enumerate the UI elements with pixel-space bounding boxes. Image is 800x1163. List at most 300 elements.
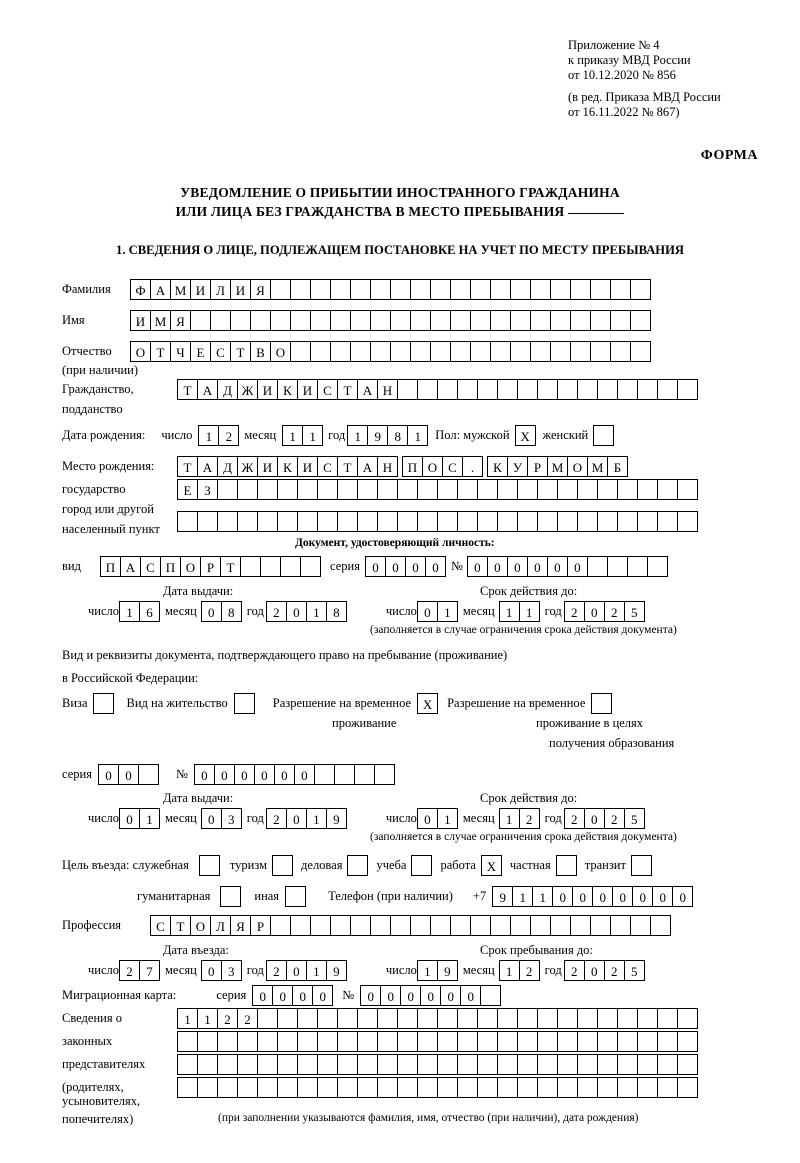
char-cell[interactable]: 9 <box>326 960 347 981</box>
char-cell[interactable] <box>570 341 591 362</box>
char-cell[interactable]: И <box>130 310 151 331</box>
char-cell[interactable] <box>357 1077 378 1098</box>
sex-male-checkbox[interactable]: X <box>515 425 536 446</box>
char-cell[interactable]: 0 <box>592 886 613 907</box>
char-cell[interactable] <box>297 1054 318 1075</box>
char-cell[interactable] <box>257 1031 278 1052</box>
char-cell[interactable]: 0 <box>507 556 528 577</box>
char-cell[interactable] <box>537 1008 558 1029</box>
char-cell[interactable] <box>590 341 611 362</box>
char-cell[interactable] <box>610 279 631 300</box>
char-cell[interactable] <box>417 1008 438 1029</box>
char-cell[interactable] <box>430 915 451 936</box>
char-cell[interactable] <box>577 379 598 400</box>
char-cell[interactable] <box>590 310 611 331</box>
char-cell[interactable]: 0 <box>214 764 235 785</box>
char-cell[interactable] <box>490 279 511 300</box>
char-cell[interactable] <box>677 511 698 532</box>
char-cell[interactable] <box>637 479 658 500</box>
char-cell[interactable] <box>490 915 511 936</box>
char-cell[interactable]: Ж <box>237 456 258 477</box>
char-cell[interactable] <box>577 1054 598 1075</box>
purpose-private-checkbox[interactable] <box>556 855 577 876</box>
char-cell[interactable] <box>337 1031 358 1052</box>
char-cell[interactable] <box>517 1008 538 1029</box>
char-cell[interactable] <box>597 1008 618 1029</box>
phone-input[interactable] <box>492 886 692 907</box>
char-cell[interactable] <box>257 511 278 532</box>
char-cell[interactable] <box>217 479 238 500</box>
char-cell[interactable] <box>437 1054 458 1075</box>
char-cell[interactable] <box>397 1008 418 1029</box>
reps-line-4-input[interactable] <box>177 1077 697 1098</box>
char-cell[interactable]: 1 <box>177 1008 198 1029</box>
birth-month-input[interactable] <box>282 425 322 446</box>
birth-place-line-1-input[interactable] <box>177 456 627 477</box>
char-cell[interactable] <box>630 310 651 331</box>
char-cell[interactable]: Я <box>170 310 191 331</box>
char-cell[interactable] <box>237 479 258 500</box>
char-cell[interactable]: А <box>197 379 218 400</box>
char-cell[interactable]: 0 <box>572 886 593 907</box>
char-cell[interactable] <box>300 556 321 577</box>
reps-line-3-input[interactable] <box>177 1054 697 1075</box>
char-cell[interactable] <box>317 1054 338 1075</box>
char-cell[interactable]: С <box>317 379 338 400</box>
char-cell[interactable]: Д <box>217 456 238 477</box>
char-cell[interactable]: 1 <box>347 425 368 446</box>
char-cell[interactable] <box>310 341 331 362</box>
char-cell[interactable] <box>557 1008 578 1029</box>
char-cell[interactable] <box>177 1077 198 1098</box>
entry-day-input[interactable] <box>119 960 159 981</box>
char-cell[interactable] <box>297 1077 318 1098</box>
char-cell[interactable] <box>577 1077 598 1098</box>
char-cell[interactable] <box>277 479 298 500</box>
char-cell[interactable] <box>334 764 355 785</box>
char-cell[interactable] <box>617 479 638 500</box>
char-cell[interactable] <box>374 764 395 785</box>
char-cell[interactable] <box>417 379 438 400</box>
char-cell[interactable] <box>390 915 411 936</box>
char-cell[interactable]: 1 <box>198 425 219 446</box>
char-cell[interactable] <box>377 1077 398 1098</box>
id-issue-day-input[interactable] <box>119 601 159 622</box>
char-cell[interactable]: 1 <box>437 808 458 829</box>
char-cell[interactable]: 1 <box>437 601 458 622</box>
char-cell[interactable] <box>470 341 491 362</box>
char-cell[interactable]: 0 <box>201 808 222 829</box>
char-cell[interactable] <box>457 1031 478 1052</box>
edu-residence-checkbox[interactable] <box>591 693 612 714</box>
id-issue-month-input[interactable] <box>201 601 241 622</box>
char-cell[interactable] <box>477 1008 498 1029</box>
char-cell[interactable] <box>250 310 271 331</box>
char-cell[interactable]: З <box>197 479 218 500</box>
char-cell[interactable]: 9 <box>367 425 388 446</box>
char-cell[interactable]: 0 <box>652 886 673 907</box>
char-cell[interactable] <box>370 341 391 362</box>
char-cell[interactable] <box>330 279 351 300</box>
char-cell[interactable]: Ф <box>130 279 151 300</box>
char-cell[interactable] <box>497 1077 518 1098</box>
temp-residence-checkbox[interactable]: X <box>417 693 438 714</box>
id-valid-month-input[interactable] <box>499 601 539 622</box>
char-cell[interactable] <box>138 764 159 785</box>
char-cell[interactable]: 1 <box>119 601 140 622</box>
char-cell[interactable] <box>657 1077 678 1098</box>
char-cell[interactable]: 2 <box>266 960 287 981</box>
char-cell[interactable]: 0 <box>417 808 438 829</box>
char-cell[interactable] <box>570 279 591 300</box>
char-cell[interactable] <box>197 511 218 532</box>
char-cell[interactable] <box>570 915 591 936</box>
char-cell[interactable] <box>590 915 611 936</box>
char-cell[interactable] <box>677 1031 698 1052</box>
char-cell[interactable]: Я <box>230 915 251 936</box>
char-cell[interactable] <box>277 1008 298 1029</box>
char-cell[interactable]: 2 <box>217 1008 238 1029</box>
char-cell[interactable] <box>617 1008 638 1029</box>
char-cell[interactable]: Я <box>250 279 271 300</box>
char-cell[interactable] <box>550 310 571 331</box>
char-cell[interactable] <box>637 511 658 532</box>
char-cell[interactable] <box>550 915 571 936</box>
citizenship-input[interactable] <box>177 379 697 400</box>
char-cell[interactable] <box>357 1054 378 1075</box>
char-cell[interactable]: Л <box>210 279 231 300</box>
char-cell[interactable] <box>430 310 451 331</box>
char-cell[interactable]: М <box>150 310 171 331</box>
purpose-tourism-checkbox[interactable] <box>272 855 293 876</box>
char-cell[interactable]: 5 <box>624 808 645 829</box>
char-cell[interactable] <box>417 1054 438 1075</box>
char-cell[interactable] <box>587 556 608 577</box>
stay-year-input[interactable] <box>564 960 644 981</box>
char-cell[interactable] <box>597 1077 618 1098</box>
char-cell[interactable] <box>557 511 578 532</box>
char-cell[interactable]: Т <box>337 379 358 400</box>
char-cell[interactable] <box>270 279 291 300</box>
char-cell[interactable] <box>630 279 651 300</box>
purpose-humanitarian-checkbox[interactable] <box>220 886 241 907</box>
char-cell[interactable] <box>370 310 391 331</box>
char-cell[interactable] <box>537 379 558 400</box>
char-cell[interactable]: 9 <box>326 808 347 829</box>
char-cell[interactable] <box>590 279 611 300</box>
char-cell[interactable]: М <box>547 456 568 477</box>
char-cell[interactable] <box>177 1031 198 1052</box>
char-cell[interactable]: У <box>507 456 528 477</box>
char-cell[interactable]: 0 <box>405 556 426 577</box>
char-cell[interactable] <box>497 511 518 532</box>
char-cell[interactable] <box>510 341 531 362</box>
char-cell[interactable] <box>257 479 278 500</box>
char-cell[interactable]: 0 <box>272 985 293 1006</box>
char-cell[interactable] <box>630 915 651 936</box>
char-cell[interactable]: 9 <box>437 960 458 981</box>
char-cell[interactable] <box>337 479 358 500</box>
char-cell[interactable] <box>240 556 261 577</box>
char-cell[interactable]: Т <box>337 456 358 477</box>
char-cell[interactable] <box>337 1054 358 1075</box>
char-cell[interactable] <box>657 1031 678 1052</box>
char-cell[interactable] <box>457 379 478 400</box>
char-cell[interactable]: 7 <box>139 960 160 981</box>
char-cell[interactable] <box>257 1077 278 1098</box>
char-cell[interactable] <box>637 1077 658 1098</box>
char-cell[interactable]: О <box>422 456 443 477</box>
char-cell[interactable]: А <box>357 456 378 477</box>
permit-valid-day-input[interactable] <box>417 808 457 829</box>
char-cell[interactable] <box>577 511 598 532</box>
char-cell[interactable] <box>470 310 491 331</box>
char-cell[interactable] <box>517 479 538 500</box>
char-cell[interactable] <box>357 479 378 500</box>
char-cell[interactable]: И <box>230 279 251 300</box>
char-cell[interactable] <box>617 1031 638 1052</box>
char-cell[interactable] <box>597 511 618 532</box>
char-cell[interactable] <box>457 479 478 500</box>
char-cell[interactable]: И <box>297 379 318 400</box>
char-cell[interactable] <box>350 310 371 331</box>
char-cell[interactable]: 0 <box>380 985 401 1006</box>
char-cell[interactable] <box>354 764 375 785</box>
char-cell[interactable] <box>397 1031 418 1052</box>
char-cell[interactable] <box>310 310 331 331</box>
char-cell[interactable]: Т <box>220 556 241 577</box>
char-cell[interactable] <box>577 1008 598 1029</box>
char-cell[interactable] <box>657 511 678 532</box>
char-cell[interactable]: 2 <box>519 960 540 981</box>
char-cell[interactable]: Ж <box>237 379 258 400</box>
entry-year-input[interactable] <box>266 960 346 981</box>
char-cell[interactable] <box>610 310 631 331</box>
char-cell[interactable]: 1 <box>306 960 327 981</box>
char-cell[interactable]: К <box>487 456 508 477</box>
char-cell[interactable]: 1 <box>499 960 520 981</box>
char-cell[interactable]: 0 <box>360 985 381 1006</box>
surname-input[interactable] <box>130 279 650 300</box>
char-cell[interactable] <box>450 915 471 936</box>
char-cell[interactable]: 1 <box>139 808 160 829</box>
char-cell[interactable] <box>477 479 498 500</box>
char-cell[interactable] <box>510 915 531 936</box>
char-cell[interactable] <box>530 341 551 362</box>
char-cell[interactable] <box>630 341 651 362</box>
char-cell[interactable]: 8 <box>221 601 242 622</box>
char-cell[interactable]: П <box>402 456 423 477</box>
char-cell[interactable]: Е <box>190 341 211 362</box>
char-cell[interactable]: 0 <box>612 886 633 907</box>
char-cell[interactable] <box>577 1031 598 1052</box>
char-cell[interactable] <box>270 915 291 936</box>
migration-series-input[interactable] <box>252 985 332 1006</box>
char-cell[interactable]: М <box>587 456 608 477</box>
purpose-work-checkbox[interactable]: X <box>481 855 502 876</box>
char-cell[interactable]: И <box>257 379 278 400</box>
char-cell[interactable] <box>647 556 668 577</box>
char-cell[interactable] <box>290 915 311 936</box>
char-cell[interactable] <box>480 985 501 1006</box>
char-cell[interactable] <box>430 279 451 300</box>
char-cell[interactable]: С <box>317 456 338 477</box>
char-cell[interactable] <box>437 1031 458 1052</box>
char-cell[interactable] <box>337 511 358 532</box>
char-cell[interactable]: Т <box>170 915 191 936</box>
char-cell[interactable]: И <box>257 456 278 477</box>
char-cell[interactable]: О <box>180 556 201 577</box>
permit-valid-month-input[interactable] <box>499 808 539 829</box>
char-cell[interactable]: Н <box>377 379 398 400</box>
char-cell[interactable]: К <box>277 379 298 400</box>
char-cell[interactable]: 5 <box>624 960 645 981</box>
char-cell[interactable] <box>397 1054 418 1075</box>
char-cell[interactable] <box>637 1054 658 1075</box>
char-cell[interactable] <box>290 341 311 362</box>
char-cell[interactable] <box>570 310 591 331</box>
char-cell[interactable] <box>277 1077 298 1098</box>
char-cell[interactable] <box>517 1077 538 1098</box>
char-cell[interactable]: 0 <box>194 764 215 785</box>
char-cell[interactable] <box>237 1077 258 1098</box>
char-cell[interactable] <box>557 479 578 500</box>
char-cell[interactable] <box>410 915 431 936</box>
id-valid-day-input[interactable] <box>417 601 457 622</box>
char-cell[interactable]: 1 <box>306 601 327 622</box>
char-cell[interactable] <box>537 1054 558 1075</box>
char-cell[interactable] <box>197 1077 218 1098</box>
char-cell[interactable] <box>397 379 418 400</box>
char-cell[interactable] <box>417 511 438 532</box>
sex-female-checkbox[interactable] <box>593 425 614 446</box>
char-cell[interactable] <box>350 279 371 300</box>
migration-number-input[interactable] <box>360 985 500 1006</box>
char-cell[interactable] <box>470 279 491 300</box>
id-issue-year-input[interactable] <box>266 601 346 622</box>
id-valid-year-input[interactable] <box>564 601 644 622</box>
char-cell[interactable] <box>197 1054 218 1075</box>
char-cell[interactable] <box>297 511 318 532</box>
char-cell[interactable] <box>370 279 391 300</box>
char-cell[interactable] <box>410 279 431 300</box>
char-cell[interactable] <box>310 279 331 300</box>
char-cell[interactable] <box>217 1031 238 1052</box>
residence-permit-checkbox[interactable] <box>234 693 255 714</box>
char-cell[interactable] <box>177 511 198 532</box>
char-cell[interactable] <box>537 511 558 532</box>
char-cell[interactable] <box>477 1054 498 1075</box>
char-cell[interactable] <box>477 511 498 532</box>
birth-year-input[interactable] <box>347 425 427 446</box>
char-cell[interactable] <box>217 1054 238 1075</box>
char-cell[interactable] <box>497 1008 518 1029</box>
char-cell[interactable]: Т <box>177 379 198 400</box>
char-cell[interactable] <box>617 1077 638 1098</box>
char-cell[interactable] <box>597 479 618 500</box>
char-cell[interactable]: 2 <box>564 808 585 829</box>
char-cell[interactable] <box>437 379 458 400</box>
char-cell[interactable] <box>330 915 351 936</box>
char-cell[interactable] <box>637 379 658 400</box>
char-cell[interactable] <box>377 1008 398 1029</box>
char-cell[interactable] <box>497 379 518 400</box>
char-cell[interactable]: 1 <box>512 886 533 907</box>
char-cell[interactable]: 5 <box>624 601 645 622</box>
char-cell[interactable]: 0 <box>254 764 275 785</box>
char-cell[interactable]: Н <box>377 456 398 477</box>
char-cell[interactable] <box>610 915 631 936</box>
char-cell[interactable] <box>177 1054 198 1075</box>
char-cell[interactable] <box>337 1008 358 1029</box>
char-cell[interactable] <box>197 1031 218 1052</box>
char-cell[interactable] <box>410 310 431 331</box>
char-cell[interactable] <box>457 1077 478 1098</box>
char-cell[interactable] <box>607 556 628 577</box>
char-cell[interactable] <box>257 1054 278 1075</box>
char-cell[interactable] <box>317 511 338 532</box>
char-cell[interactable] <box>357 1031 378 1052</box>
char-cell[interactable] <box>370 915 391 936</box>
char-cell[interactable] <box>450 310 471 331</box>
char-cell[interactable]: О <box>270 341 291 362</box>
char-cell[interactable] <box>277 511 298 532</box>
char-cell[interactable] <box>230 310 251 331</box>
char-cell[interactable]: 0 <box>292 985 313 1006</box>
char-cell[interactable]: 3 <box>221 960 242 981</box>
char-cell[interactable]: Р <box>200 556 221 577</box>
id-number-input[interactable] <box>467 556 667 577</box>
char-cell[interactable] <box>477 1077 498 1098</box>
char-cell[interactable] <box>617 379 638 400</box>
char-cell[interactable] <box>397 1077 418 1098</box>
char-cell[interactable]: 6 <box>139 601 160 622</box>
stay-day-input[interactable] <box>417 960 457 981</box>
char-cell[interactable]: С <box>442 456 463 477</box>
char-cell[interactable] <box>510 279 531 300</box>
char-cell[interactable] <box>650 915 671 936</box>
char-cell[interactable] <box>610 341 631 362</box>
char-cell[interactable] <box>377 479 398 500</box>
char-cell[interactable] <box>530 310 551 331</box>
char-cell[interactable] <box>637 1031 658 1052</box>
char-cell[interactable] <box>477 379 498 400</box>
char-cell[interactable]: Р <box>250 915 271 936</box>
char-cell[interactable]: А <box>357 379 378 400</box>
char-cell[interactable]: И <box>190 279 211 300</box>
char-cell[interactable] <box>557 1077 578 1098</box>
char-cell[interactable]: 2 <box>604 960 625 981</box>
char-cell[interactable] <box>437 1008 458 1029</box>
char-cell[interactable] <box>517 1031 538 1052</box>
char-cell[interactable]: 0 <box>118 764 139 785</box>
char-cell[interactable] <box>470 915 491 936</box>
birth-day-input[interactable] <box>198 425 238 446</box>
char-cell[interactable]: 0 <box>294 764 315 785</box>
char-cell[interactable] <box>550 341 571 362</box>
char-cell[interactable] <box>627 556 648 577</box>
char-cell[interactable] <box>597 1054 618 1075</box>
char-cell[interactable] <box>337 1077 358 1098</box>
reps-line-2-input[interactable] <box>177 1031 697 1052</box>
char-cell[interactable] <box>357 1008 378 1029</box>
char-cell[interactable]: В <box>250 341 271 362</box>
birth-place-line-2-input[interactable] <box>177 479 697 500</box>
char-cell[interactable]: 3 <box>221 808 242 829</box>
char-cell[interactable]: Ч <box>170 341 191 362</box>
char-cell[interactable]: С <box>140 556 161 577</box>
char-cell[interactable] <box>557 1054 578 1075</box>
